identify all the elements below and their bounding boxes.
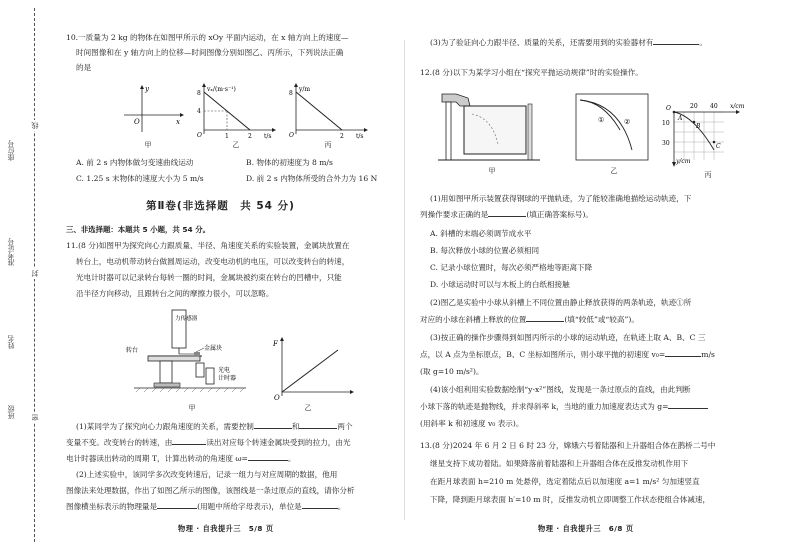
fig-jia-origin: O (134, 118, 140, 126)
q11-sub2-line2: 图像法来处理数据，作出了如图乙所示的图像，该图线是一条过原点的直线，请你分析 (66, 486, 355, 495)
blank-sensor[interactable] (172, 437, 206, 445)
q12-traj-1: ① (598, 116, 605, 124)
q11-line4: 沿半径方向移动，且跟转台之间的摩擦力很小，可以忽略。 (76, 289, 274, 298)
q11-sub1-line1: (1)某同学为了探究向心力跟角速度的关系，需要控制 和 两个 (76, 422, 353, 431)
blank-abscissa[interactable] (157, 501, 197, 509)
q12-cap-yi: 乙 (610, 167, 618, 175)
q12-optC: C. 记录小球位置时，每次必须严格地等距离下降 (430, 263, 593, 272)
q12-s4-line1: (4)该小组利用实验数据绘制“y-x²”图线，发现是一条过原点的直线，由此判断 (430, 385, 691, 394)
exam-no-label: 准考证号 (7, 238, 15, 266)
q11-sub2-line1: (2)上述实验中，该同学多次改变转速后，记录一组力与对应周期的数据，他用 (76, 470, 338, 479)
q13-line1: 13.(8 分)2024 年 6 月 2 日 6 时 23 分，嫦娥六号着陆器和上升器组合体在鹊桥二号中 (420, 441, 716, 450)
left-column (54, 0, 396, 550)
q11-sub1-line2: 变量不变。改变转台的转速，由 读出对应每个转速金属块受到的拉力，由光 (66, 438, 351, 447)
q12-grid-xcm: x/cm (730, 103, 745, 110)
name-label: 姓名 (7, 335, 15, 349)
q11-table-label: 转台 (126, 347, 139, 354)
blank-control-1[interactable] (254, 421, 292, 429)
q11-figure-apparatus (124, 308, 259, 400)
q12-grid-B: B (696, 123, 701, 130)
fig-yi-2: 2 (248, 133, 252, 140)
q13-line4: 下降，降到距月球表面 h′=10 m 时，反推发动机立即调整工作状态使组合体减速， (430, 495, 711, 504)
q10-line1: 10.一质量为 2 kg 的物体在如图甲所示的 xOy 平面内运动，在 x 轴方向上的速度— (66, 33, 349, 42)
column-divider (404, 40, 405, 520)
q11-sub1-line3: 电计时器读出转动的周期 T，计算出转动的角速度 ω= 。 (66, 454, 296, 463)
class-label: 班级 (7, 405, 15, 419)
q12-s3-line3: (取 g=10 m/s²)。 (420, 367, 484, 376)
blank-g[interactable] (668, 401, 708, 409)
q10-optC: C. 1.25 s 末物体的速度大小为 5 m/s (76, 174, 204, 183)
q12-cap-jia: 甲 (488, 167, 496, 175)
fig-bing-origin: O (289, 132, 294, 139)
q11-sub2-line3: 图像横坐标表示的物理量是 (用题中所给字母表示)，单位是 。 (66, 502, 346, 511)
seal-mark-line: 线 (31, 122, 39, 129)
fig-yi-vx: vₓ/(m·s⁻¹) (207, 86, 236, 93)
q12-s3-line2: 点，以 A 点为坐标原点，B、C 坐标如图所示，则小球平抛的初速度 v₀= m/s (420, 350, 715, 359)
q12-s3-line1: (3)按正确的操作步骤得到如图丙所示的小球的运动轨迹，在轨迹上取 A、B、C 三 (430, 333, 706, 342)
q10-optD: D. 前 2 s 内物体所受的合外力为 16 N (246, 174, 378, 183)
q10-line3: 的是 (76, 63, 92, 72)
q12-figure-apparatus (436, 84, 546, 164)
seal-mark-secret: 密 (31, 414, 39, 421)
fig-jia-x: x (176, 118, 180, 126)
q11-figure-graph (268, 334, 358, 400)
q12-cap-bing: 丙 (704, 171, 712, 179)
q12-optA: A. 斜槽的末端必须调节成水平 (430, 229, 532, 238)
q10-optB: B. 物体的初速度为 8 m/s (246, 158, 333, 167)
q12-optB: B. 每次释放小球的位置必须相同 (430, 246, 540, 255)
fig-bing-2: 2 (340, 133, 344, 140)
q11-block-label: 金属块 (204, 345, 223, 352)
q13-line3: 在距月球表面 h=210 m 处悬停，选定着陆点后以加速度 a=1 m/s² 匀加速竖直 (430, 477, 700, 486)
q12-figure-grid (654, 100, 758, 170)
q11-sub3: (3)为了验证向心力跟半径、质量的关系，还需要用到的实验器材有 。 (430, 38, 707, 47)
blank-equipment[interactable] (653, 37, 699, 45)
q12-optD: D. 小球运动时可以与木板上的白纸相接触 (430, 280, 570, 289)
q11-timer-2: 计时器 (218, 375, 237, 382)
q11-line2: 转台上，电动机带动转台做圆周运动，改变电动机的电压，可以改变转台的转速， (76, 257, 350, 266)
fig-bing-y: y/m (299, 86, 311, 93)
right-column (414, 0, 760, 550)
q12-grid-ycm: y/cm (676, 158, 691, 165)
q11-timer-1: 光电 (218, 367, 231, 374)
q12-grid-y10: 10 (662, 120, 670, 127)
q12-grid-O: O (666, 105, 671, 112)
q11-cap-yi: 乙 (304, 404, 312, 412)
blank-q12-2[interactable] (526, 314, 564, 322)
fig-yi-4: 4 (197, 108, 201, 115)
fig-yi-8: 8 (197, 90, 201, 97)
q10-line2: 时间图像和在 y 轴方向上的位移—时间图像分别如图乙、丙所示，下列说法正确 (76, 48, 344, 57)
blank-unit[interactable] (302, 501, 338, 509)
q10-figure-jia (120, 82, 190, 137)
q11-cap-jia: 甲 (188, 404, 196, 412)
q12-s1-line1: (1)用如图甲所示装置获得钢球的平抛轨迹，为了能较准确地描绘运动轨迹，下 (430, 194, 692, 203)
q12-grid-y30: 30 (662, 140, 670, 147)
seat-label: 座位号 (7, 140, 15, 161)
q12-s1-line2: 列操作要求正确的是 (填正确答案标号)。 (420, 210, 594, 219)
q12-grid-x40: 40 (710, 103, 718, 110)
q10-figure-bing (286, 82, 371, 140)
fig-jia-y: y (145, 85, 149, 93)
q11-graph-O: O (274, 394, 280, 400)
footer-right: 物理 · 自我提升三 6/8 页 (538, 524, 634, 533)
q10-cap-yi: 乙 (232, 141, 240, 149)
q12-s2-line1: (2)图乙是实验中小球从斜槽上不同位置由静止释放获得的两条轨迹，轨迹①所 (430, 298, 692, 307)
q10-cap-bing: 丙 (324, 141, 332, 149)
fig-bing-t: t/s (356, 133, 364, 140)
q12-grid-C: C (716, 143, 721, 150)
blank-v0[interactable] (665, 349, 701, 357)
fig-bing-8: 8 (289, 90, 293, 97)
blank-q12-1[interactable] (488, 209, 526, 217)
q12-grid-x20: 20 (690, 103, 698, 110)
q11-line3: 光电计时器可以记录转台每转一圈的时间，金属块被约束在转台的凹槽中，只能 (76, 273, 342, 282)
q13-line2: 继星支持下成功着陆。如果降落前着陆器和上升器组合体在反推发动机作用下 (430, 459, 689, 468)
blank-control-2[interactable] (299, 421, 337, 429)
q10-cap-jia: 甲 (144, 141, 152, 149)
q12-traj-2: ② (624, 118, 631, 126)
q12-s4-line3: (用斜率 k 和初速度 v₀ 表示)。 (420, 419, 524, 428)
binding-strip (0, 0, 46, 550)
q12-s2-line2: 对应的小球在斜槽上释放的位置 (填“较低”或“较高”)。 (420, 315, 639, 324)
q10-figure-yi (194, 82, 279, 140)
blank-omega[interactable] (248, 453, 288, 461)
q12-line1: 12.(8 分)以下为某学习小组在“探究平抛运动规律”时的实验操作。 (420, 68, 643, 77)
q10-optA: A. 前 2 s 内物体做匀变速曲线运动 (76, 158, 194, 167)
section2-title: 第Ⅱ卷(非选择题 共 54 分) (146, 200, 295, 212)
fig-yi-t: t/s (264, 133, 272, 140)
q12-figure-trajectories (574, 92, 654, 164)
q11-line1: 11.(8 分)如图甲为探究向心力跟质量、半径、角速度关系的实验装置，金属块放置在 (66, 241, 350, 250)
fig-yi-1: 1 (225, 133, 229, 140)
footer-left: 物理 · 自我提升三 5/8 页 (178, 524, 274, 533)
q11-graph-F: F (273, 340, 278, 348)
section3-heading: 三、非选择题：本题共 5 小题，共 54 分。 (66, 225, 210, 234)
q12-grid-A: A (678, 115, 683, 122)
q12-s4-line2: 小球下落的轨迹是抛物线，并求得斜率 k，当地的重力加速度表达式为 g= (420, 401, 708, 413)
fig-yi-origin: O (197, 132, 202, 139)
seal-mark-seal: 封 (31, 270, 39, 277)
q11-sensor-1: 力传感器 (175, 316, 198, 322)
